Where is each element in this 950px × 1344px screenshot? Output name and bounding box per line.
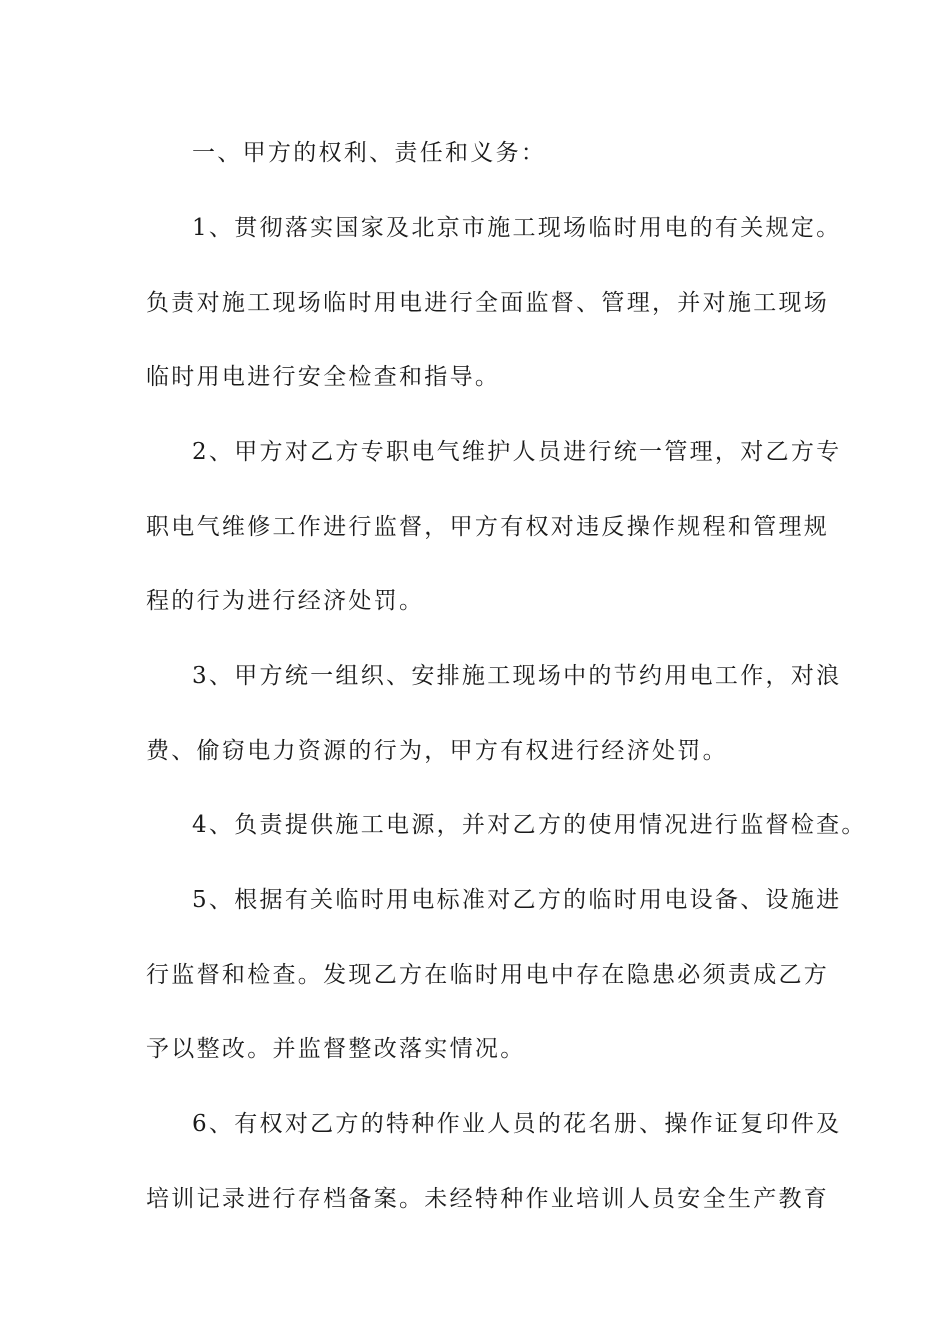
- paragraph-2-line-1: 2、甲方对乙方专职电气维护人员进行统一管理，对乙方专: [192, 439, 842, 465]
- paragraph-3-line-1: 3、甲方统一组织、安排施工现场中的节约用电工作，对浪: [192, 663, 842, 689]
- paragraph-4-line-1: 4、负责提供施工电源，并对乙方的使用情况进行监督检查。: [192, 812, 867, 838]
- paragraph-1-line-3: 临时用电进行安全检查和指导。: [146, 364, 501, 390]
- paragraph-1-line-2: 负责对施工现场临时用电进行全面监督、管理，并对施工现场: [146, 290, 830, 316]
- paragraph-6-line-1: 6、有权对乙方的特种作业人员的花名册、操作证复印件及: [192, 1111, 842, 1137]
- paragraph-5-line-3: 予以整改。并监督整改落实情况。: [146, 1036, 526, 1062]
- paragraph-2-line-2: 职电气维修工作进行监督，甲方有权对违反操作规程和管理规: [146, 514, 830, 540]
- paragraph-5-line-1: 5、根据有关临时用电标准对乙方的临时用电设备、设施进: [192, 887, 842, 913]
- section-heading: 一、甲方的权利、责任和义务：: [192, 140, 547, 166]
- paragraph-6-line-2: 培训记录进行存档备案。未经特种作业培训人员安全生产教育: [146, 1186, 830, 1212]
- paragraph-5-line-2: 行监督和检查。发现乙方在临时用电中存在隐患必须责成乙方: [146, 962, 830, 988]
- paragraph-1-line-1: 1、贯彻落实国家及北京市施工现场临时用电的有关规定。: [192, 215, 842, 241]
- paragraph-3-line-2: 费、偷窃电力资源的行为，甲方有权进行经济处罚。: [146, 738, 728, 764]
- paragraph-2-line-3: 程的行为进行经济处罚。: [146, 588, 425, 614]
